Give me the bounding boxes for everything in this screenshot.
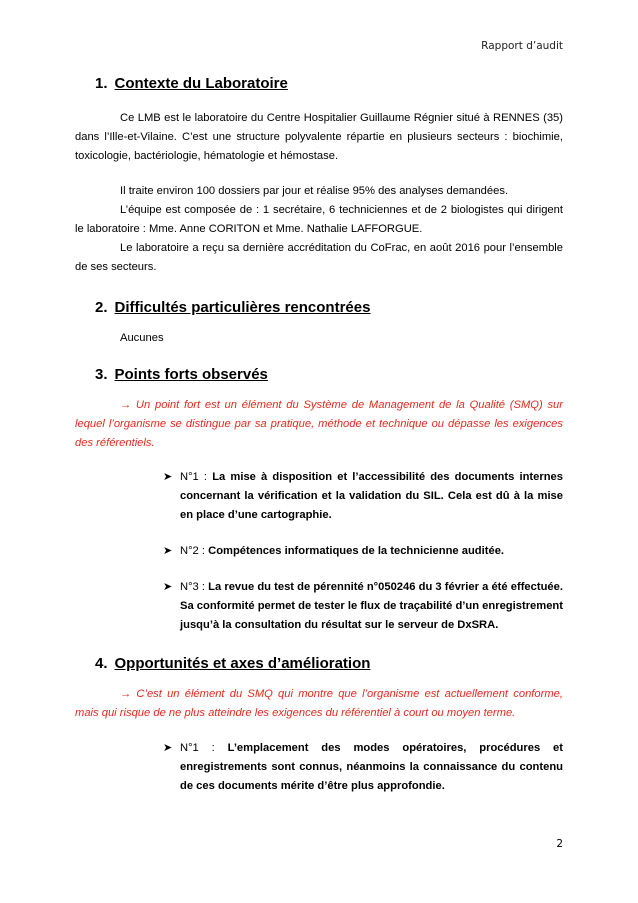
strength-item: ➤ N°1 : La mise à disposition et l’accessibilité des documents internes concernant la vérification et la validation du SIL. Cela est dû à la mise en place d’une cartographie. bbox=[163, 468, 563, 525]
section-1-paragraph-1: Ce LMB est le laboratoire du Centre Hospitalier Guillaume Régnier situé à RENNES (35) dans l’Ille-et-Vilaine. C’est une structure polyvalente répartie en plusieurs secteurs : biochimie, toxicologie, bactériologie, hématologie et hémostase. bbox=[75, 112, 563, 162]
arrow-bullet-icon: ➤ bbox=[163, 581, 173, 593]
section-3-definition: → Un point fort est un élément du Système de Management de la Qualité (SMQ) sur lequel l’organisme se distingue par sa pratique, méthode et technique ou dépasse les exigences des référentiels. bbox=[75, 399, 563, 449]
section-4-definition: → C’est un élément du SMQ qui montre que l’organisme est actuellement conforme, mais qui risque de ne plus atteindre les exigences du référentiel à court ou moyen terme. bbox=[75, 688, 563, 719]
section-1-paragraph-4: Le laboratoire a reçu sa dernière accréditation du CoFrac, en août 2016 pour l’ensemble de ses secteurs. bbox=[75, 242, 563, 273]
arrow-bullet-icon: ➤ bbox=[163, 471, 173, 483]
arrow-bullet-icon: ➤ bbox=[163, 545, 173, 557]
section-1-paragraph-2: Il traite environ 100 dossiers par jour et réalise 95% des analyses demandées. bbox=[120, 185, 509, 197]
section-4-heading: 4. Opportunités et axes d’amélioration bbox=[95, 655, 371, 672]
improvement-item: ➤ N°1 : L’emplacement des modes opératoires, procédures et enregistrements sont connus, néanmoins la connaissance du contenu de ces documents mérite d’être plus approfondie. bbox=[163, 739, 563, 796]
arrow-bullet-icon: ➤ bbox=[163, 742, 173, 754]
section-1-paragraph-3: L’équipe est composée de : 1 secrétaire, 6 techniciennes et de 2 biologistes qui dirigent le laboratoire : Mme. Anne CORITON et Mme. Nathalie LAFFORGUE. bbox=[75, 204, 563, 235]
document-body bbox=[75, 75, 563, 796]
strength-item: ➤ N°2 : Compétences informatiques de la technicienne auditée. bbox=[163, 542, 563, 561]
section-1-heading: 1. Contexte du Laboratoire bbox=[95, 75, 288, 92]
page-number: 2 bbox=[556, 838, 563, 850]
page-header: Rapport d’audit bbox=[481, 40, 563, 52]
section-3-heading: 3. Points forts observés bbox=[95, 366, 268, 383]
section-2-heading: 2. Difficultés particulières rencontrées bbox=[95, 299, 371, 316]
strength-item: ➤ N°3 : La revue du test de pérennité n°050246 du 3 février a été effectuée. Sa conformité permet de tester le flux de traçabilité d’un enregistrement jusqu’à la consultation du résultat sur le serveur de DxSRA. bbox=[163, 578, 563, 635]
section-2-text: Aucunes bbox=[120, 332, 164, 344]
